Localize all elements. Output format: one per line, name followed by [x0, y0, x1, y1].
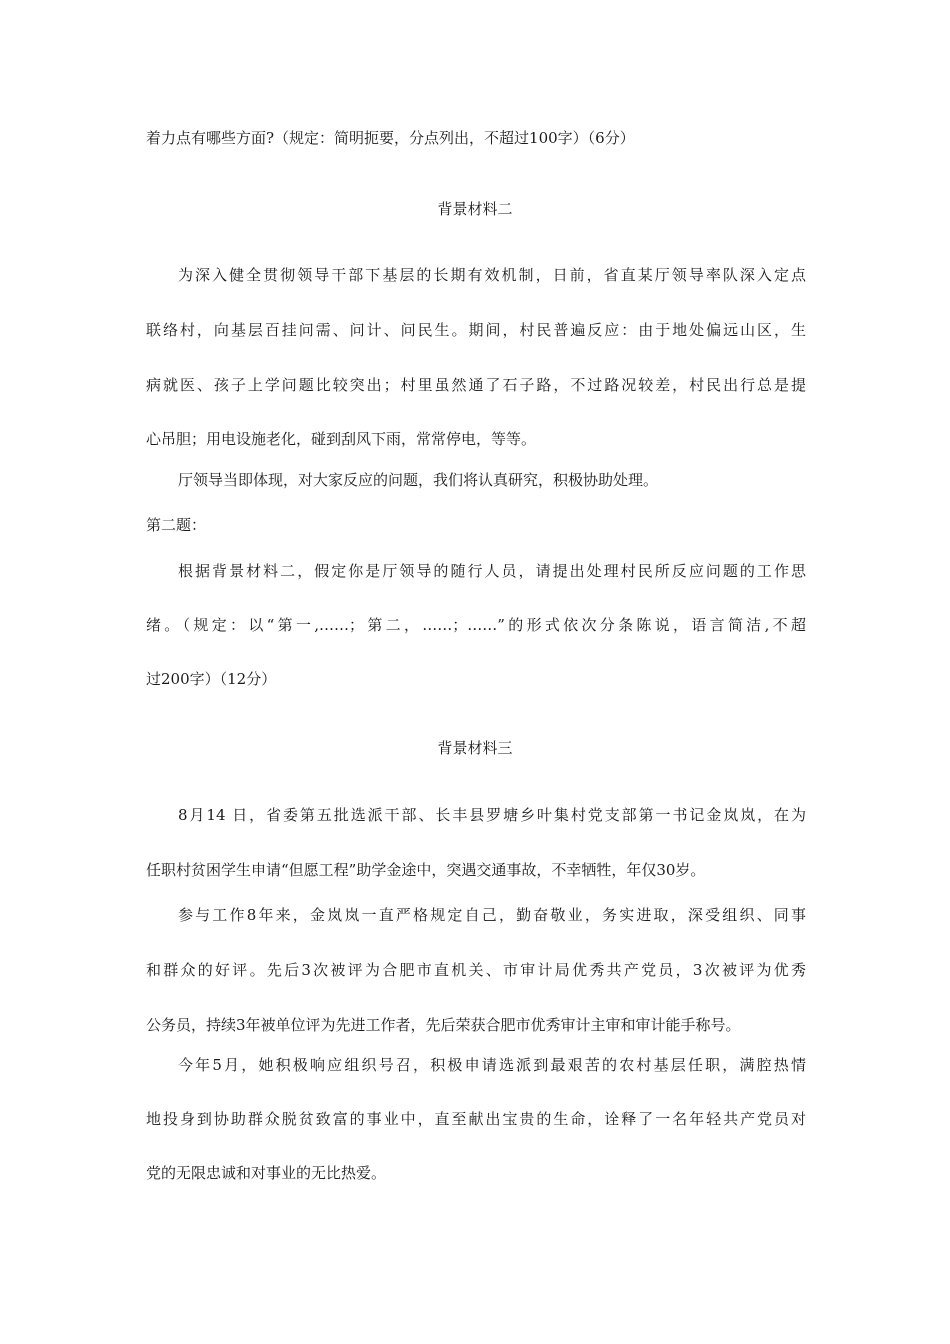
s3-p1-line-2: 任职村贫困学生申请“但愿工程”助学金途中，突遇交通事故，不幸牺牲，年仅30岁。 — [146, 861, 706, 879]
q2-line-3: 过200字）（12分） — [146, 670, 277, 688]
s3-p1-line-1: 8月14 日，省委第五批选派干部、长丰县罗塘乡叶集村党支部第一书记金岚岚，在为 — [178, 806, 806, 824]
s2-p1-line-4: 心吊胆；用电设施老化，碰到刮风下雨，常常停电，等等。 — [146, 430, 537, 448]
s3-p3-line-2: 地投身到协助群众脱贫致富的事业中，直至献出宝贵的生命，诠释了一名年轻共产党员对 — [146, 1110, 806, 1128]
q2-line-1: 根据背景材料二，假定你是厅领导的随行人员，请提出处理村民所反应问题的工作思 — [178, 562, 806, 580]
s2-p1-line-3: 病就医、孩子上学问题比较突出；村里虽然通了石子路，不过路况较差，村民出行总是提 — [146, 376, 806, 394]
section-3-heading: 背景材料三 — [437, 739, 513, 757]
s2-p1-line-1: 为深入健全贯彻领导干部下基层的长期有效机制，日前，省直某厅领导率队深入定点 — [178, 266, 806, 284]
s2-p2: 厅领导当即体现，对大家反应的问题，我们将认真研究，积极协助处理。 — [178, 471, 659, 489]
question-2-label: 第二题： — [146, 516, 207, 534]
s3-p2-line-1: 参与工作8年来，金岚岚一直严格规定自己，勤奋敬业，务实进取，深受组织、同事 — [178, 906, 806, 924]
question-1-tail: 着力点有哪些方面?（规定：简明扼要，分点列出，不超过100字）（6分） — [146, 129, 635, 147]
s2-p1-line-2: 联络村，向基层百挂问需、问计、问民生。期间，村民普遍反应：由于地处偏远山区，生 — [146, 321, 806, 339]
s3-p3-line-3: 党的无限忠诚和对事业的无比热爱。 — [146, 1164, 387, 1182]
s3-p3-line-1: 今年5月，她积极响应组织号召，积极申请选派到最艰苦的农村基层任职，满腔热情 — [178, 1056, 806, 1074]
s3-p2-line-3: 公务员，持续3年被单位评为先进工作者，先后荣获合肥市优秀审计主审和审计能手称号。 — [146, 1016, 741, 1034]
q2-line-2: 绪。（规定：以“第一,……；第二，……；……”的形式依次分条陈说，语言简洁,不超 — [146, 616, 806, 634]
section-2-heading: 背景材料二 — [437, 200, 513, 218]
s3-p2-line-2: 和群众的好评。先后3次被评为合肥市直机关、市审计局优秀共产党员，3次被评为优秀 — [146, 961, 806, 979]
